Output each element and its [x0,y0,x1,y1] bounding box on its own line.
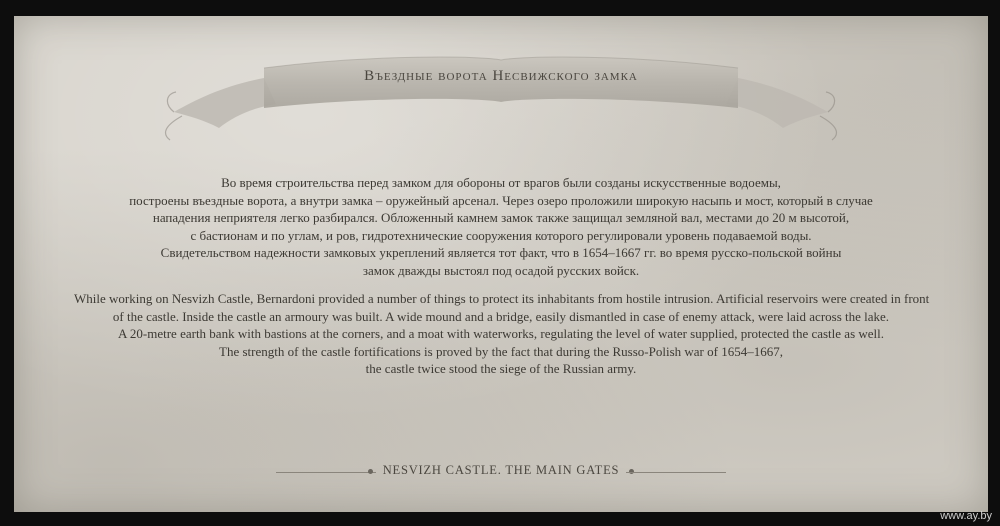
russian-line: замок дважды выстоял под осадой русских войск. [362,262,640,278]
english-line: of the castle. Inside the castle an armoury was built. A wide mound and a bridge, easily dismantled in case of enemy attack, were laid across the lake. [112,308,890,324]
footer-right-rule [626,472,726,473]
banner-title: Въездные ворота Несвижского замка [364,68,638,84]
english-line: The strength of the castle fortifications is proved by the fact that during the Russo-Polish war of 1654–1667, [219,343,783,359]
russian-line: нападения неприятеля легко разбирался. Обложенный камнем замок также защищал земляной вал, местами до 20 м высотой, [152,210,850,226]
english-paragraph [74,290,928,378]
footer-caption [14,462,988,482]
english-line: A 20-metre earth bank with bastions at the corners, and a moat with waterworks, regulating the level of water supplied, protected the castle as well. [117,326,885,342]
english-line: the castle twice stood the siege of the Russian army. [365,361,637,377]
russian-line: построены въездные ворота, а внутри замка – оружейный арсенал. Через озеро проложили широкую насыпь и мост, который в случае [129,192,873,208]
watermark: www.ay.by [940,510,992,522]
russian-paragraph [74,174,928,280]
russian-line: Свидетельством надежности замковых укреплений является тот факт, что в 1654–1667 гг. во время русско-польской войны [160,245,842,261]
russian-line: Во время строительства перед замком для обороны от врагов были созданы искусственные водоемы, [221,175,781,190]
russian-line: с бастионам и по углам, и ров, гидротехнические сооружения которого регулировали уровень подаваемой воды. [190,227,812,243]
title-banner [14,16,988,156]
footer-title: NESVIZH CASTLE. THE MAIN GATES [382,463,620,477]
document-card [14,16,988,512]
ribbon-scroll-graphic [14,16,988,156]
english-line: While working on Nesvizh Castle, Bernardoni provided a number of things to protect its inhabitants from hostile intrusion. Artificial reservoirs were created in front [74,291,930,306]
